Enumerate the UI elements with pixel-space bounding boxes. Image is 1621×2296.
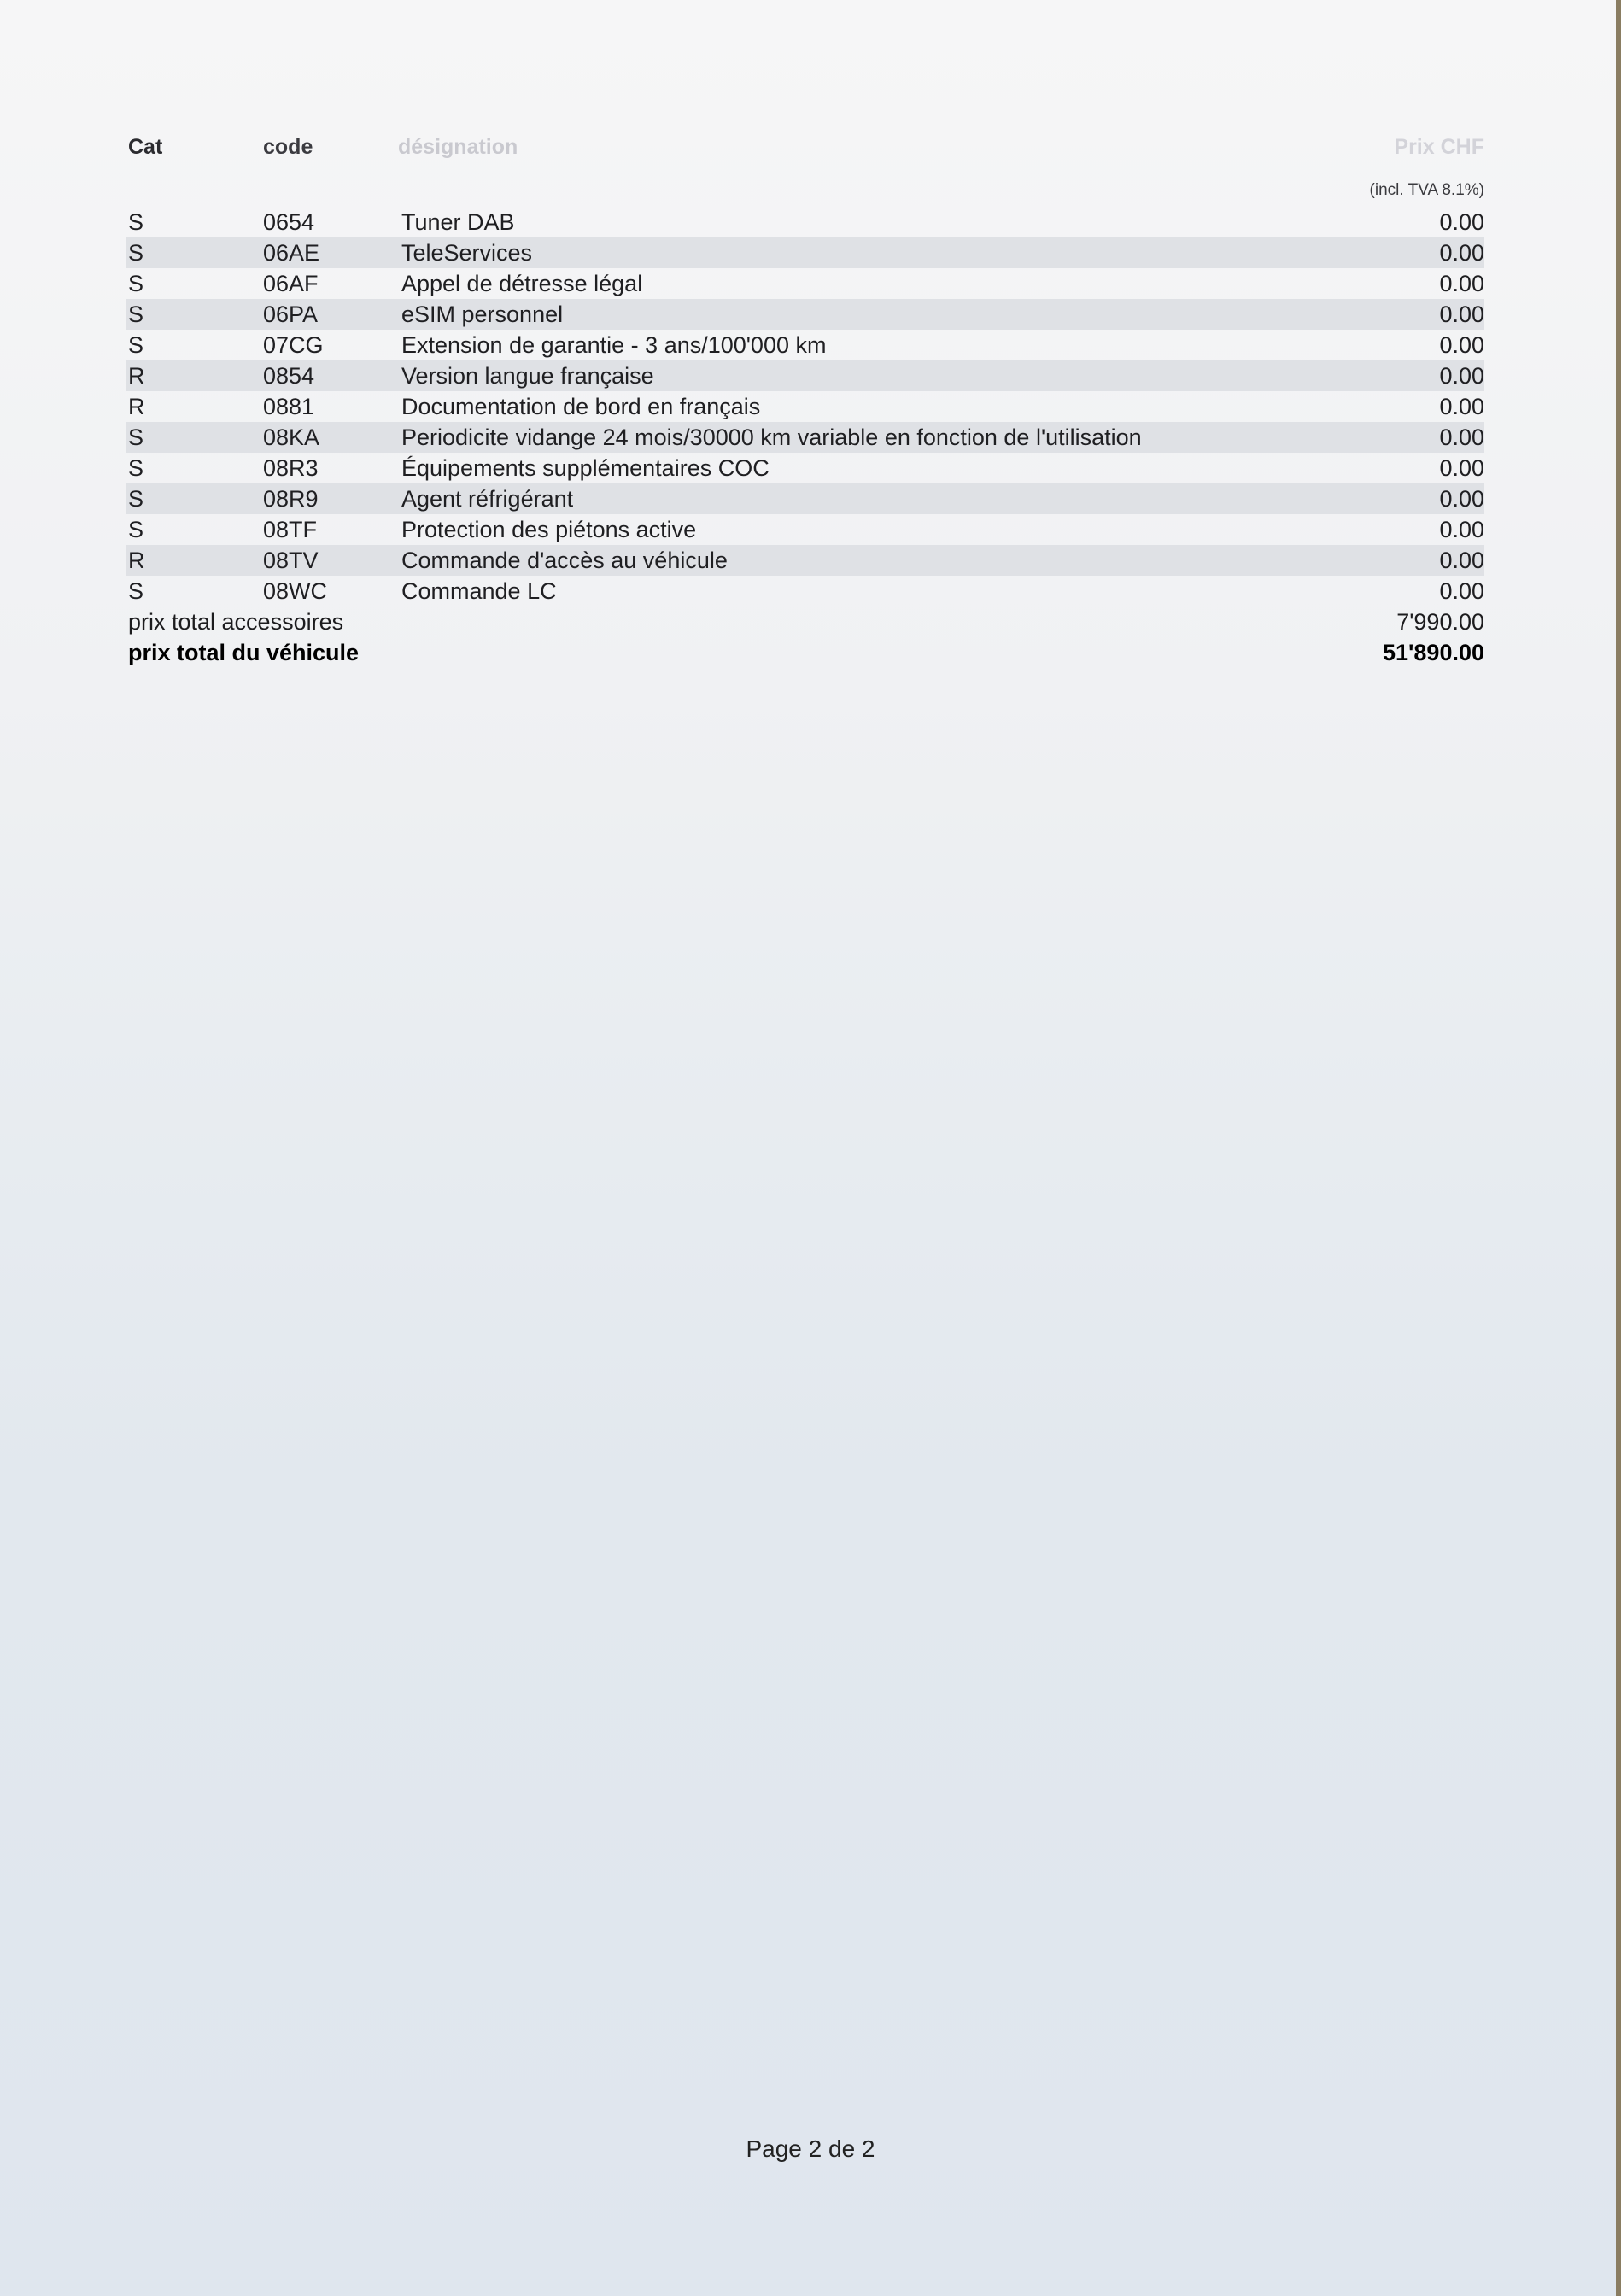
row-code: 06AF <box>263 271 319 296</box>
row-description: Tuner DAB <box>401 209 515 235</box>
vehicle-total-row <box>126 637 1484 668</box>
table-row <box>126 545 1484 576</box>
row-cat: R <box>128 548 145 573</box>
accessories-total-value: 7'990.00 <box>1396 609 1484 635</box>
header-code: code <box>263 135 313 159</box>
header-designation: désignation <box>398 135 518 159</box>
row-cat: S <box>128 425 144 450</box>
row-description: Extension de garantie - 3 ans/100'000 km <box>401 332 827 358</box>
row-price: 0.00 <box>1439 517 1484 542</box>
row-code: 08TF <box>263 517 318 542</box>
row-description: Commande LC <box>401 578 557 604</box>
vehicle-total-value: 51'890.00 <box>1382 640 1484 665</box>
row-price: 0.00 <box>1439 209 1484 235</box>
table-row <box>126 453 1484 483</box>
row-price: 0.00 <box>1439 578 1484 604</box>
row-description: TeleServices <box>401 240 533 266</box>
row-cat: R <box>128 363 145 389</box>
row-code: 0881 <box>263 394 315 419</box>
table-row <box>126 422 1484 453</box>
row-description: Appel de détresse légal <box>401 271 643 296</box>
table-row <box>126 299 1484 330</box>
row-cat: S <box>128 517 144 542</box>
row-description: Agent réfrigérant <box>401 486 574 512</box>
accessories-total-row <box>126 606 1484 637</box>
vehicle-total-label: prix total du véhicule <box>128 640 360 665</box>
row-code: 08WC <box>263 578 328 604</box>
row-price: 0.00 <box>1439 332 1484 358</box>
table-row <box>126 391 1484 422</box>
row-price: 0.00 <box>1439 548 1484 573</box>
row-price: 0.00 <box>1439 394 1484 419</box>
row-code: 07CG <box>263 332 324 358</box>
row-code: 0854 <box>263 363 315 389</box>
row-price: 0.00 <box>1439 363 1484 389</box>
table-row <box>126 514 1484 545</box>
row-description: Commande d'accès au véhicule <box>401 548 728 573</box>
page-number: Page 2 de 2 <box>746 2135 875 2162</box>
vat-note: (incl. TVA 8.1%) <box>1369 181 1484 199</box>
row-description: Periodicite vidange 24 mois/30000 km variable en fonction de l'utilisation <box>401 425 1142 450</box>
table-header <box>126 128 1484 176</box>
table-row <box>126 483 1484 514</box>
row-cat: S <box>128 209 144 235</box>
table-row <box>126 237 1484 268</box>
row-price: 0.00 <box>1439 455 1484 481</box>
price-table <box>126 128 1484 668</box>
row-price: 0.00 <box>1439 302 1484 327</box>
row-code: 06AE <box>263 240 320 266</box>
row-cat: S <box>128 486 144 512</box>
row-description: Documentation de bord en français <box>401 394 761 419</box>
row-code: 08TV <box>263 548 319 573</box>
vat-note-row <box>126 176 1484 207</box>
row-description: eSIM personnel <box>401 302 564 327</box>
table-row <box>126 207 1484 237</box>
row-cat: S <box>128 332 144 358</box>
row-cat: S <box>128 578 144 604</box>
header-cat: Cat <box>128 135 163 159</box>
row-price: 0.00 <box>1439 486 1484 512</box>
row-cat: S <box>128 302 144 327</box>
table-row <box>126 576 1484 606</box>
table-row <box>126 330 1484 360</box>
row-price: 0.00 <box>1439 425 1484 450</box>
row-code: 08R3 <box>263 455 319 481</box>
accessories-total-label: prix total accessoires <box>128 609 344 635</box>
row-code: 0654 <box>263 209 315 235</box>
row-cat: S <box>128 240 144 266</box>
table-row <box>126 268 1484 299</box>
row-description: Protection des piétons active <box>401 517 697 542</box>
header-price: Prix CHF <box>1394 135 1484 159</box>
row-price: 0.00 <box>1439 240 1484 266</box>
row-cat: R <box>128 394 145 419</box>
row-description: Version langue française <box>401 363 654 389</box>
row-cat: S <box>128 455 144 481</box>
row-code: 08KA <box>263 425 320 450</box>
paper-edge <box>1616 0 1621 2296</box>
row-code: 06PA <box>263 302 319 327</box>
table-row <box>126 360 1484 391</box>
row-code: 08R9 <box>263 486 319 512</box>
row-description: Équipements supplémentaires COC <box>401 455 770 481</box>
row-price: 0.00 <box>1439 271 1484 296</box>
row-cat: S <box>128 271 144 296</box>
